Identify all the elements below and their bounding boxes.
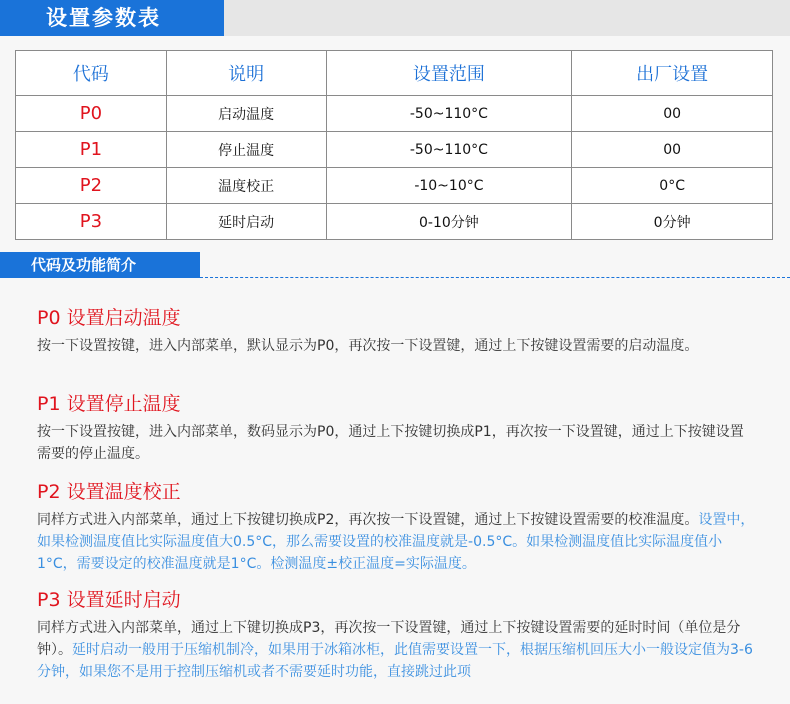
table-row — [16, 96, 773, 132]
section-title: 代码及功能简介 — [0, 252, 200, 278]
item-title: P1 设置停止温度 — [37, 393, 181, 415]
cell-code: P3 — [16, 204, 167, 240]
cell-factory: 00 — [572, 132, 773, 168]
column-header-range: 设置范围 — [326, 51, 572, 96]
table-row — [16, 132, 773, 168]
cell-code: P0 — [16, 96, 167, 132]
item-body: 同样方式进入内部菜单，通过上下按键切换成P2，再次按一下设置键，通过上下按键设置需要的校准温度。 — [37, 512, 699, 528]
item-body: 按一下设置按键，进入内部菜单，默认显示为P0，再次按一下设置键，通过上下按键设置需要的启动温度。 — [37, 338, 699, 354]
item-text — [37, 335, 757, 357]
item-p0 — [37, 305, 757, 357]
column-header-code: 代码 — [16, 51, 167, 96]
cell-range: -50~110°C — [326, 96, 572, 132]
cell-code: P1 — [16, 132, 167, 168]
cell-description: 温度校正 — [166, 168, 326, 204]
cell-code: P2 — [16, 168, 167, 204]
section-divider — [200, 277, 790, 278]
item-p3 — [37, 587, 757, 683]
cell-description: 停止温度 — [166, 132, 326, 168]
parameter-table — [15, 50, 773, 240]
item-note: 延时启动一般用于压缩机制冷，如果用于冰箱冰柜，此值需要设置一下，根据压缩机回压大小一般设定值为3-6分钟，如果您不是用于控制压缩机或者不需要延时功能，直接跳过此项 — [37, 642, 753, 680]
item-body: 同样方式进入内部菜单，通过上下键切换成P3，再次按一下设置键，通过上下按键设置需要的延时时间（单位是分钟）。 — [37, 620, 741, 658]
cell-factory: 0分钟 — [572, 204, 773, 240]
page-title: 设置参数表 — [0, 0, 224, 36]
table-row — [16, 204, 773, 240]
item-text — [37, 617, 757, 683]
cell-factory: 00 — [572, 96, 773, 132]
item-text — [37, 509, 757, 575]
item-note: 设置中，如果检测温度值比实际温度值大0.5°C，那么需要设置的校准温度就是-0.5°C。如果检测温度值比实际温度值小1°C，需要设定的校准温度就是1°C。检测温度±校正温度=实际温度。 — [37, 512, 755, 572]
cell-range: -10~10°C — [326, 168, 572, 204]
column-header-description: 说明 — [166, 51, 326, 96]
item-title: P0 设置启动温度 — [37, 307, 181, 329]
cell-range: -50~110°C — [326, 132, 572, 168]
cell-factory: 0°C — [572, 168, 773, 204]
item-p1 — [37, 391, 757, 465]
item-body: 按一下设置按键，进入内部菜单，数码显示为P0，通过上下按键切换成P1，再次按一下设置键，通过上下按键设置需要的停止温度。 — [37, 424, 744, 462]
column-header-factory: 出厂设置 — [572, 51, 773, 96]
item-p2 — [37, 479, 757, 575]
cell-description: 启动温度 — [166, 96, 326, 132]
item-title: P3 设置延时启动 — [37, 589, 181, 611]
item-text — [37, 421, 757, 465]
cell-description: 延时启动 — [166, 204, 326, 240]
cell-range: 0-10分钟 — [326, 204, 572, 240]
table-header-row — [16, 51, 773, 96]
table-row — [16, 168, 773, 204]
item-title: P2 设置温度校正 — [37, 481, 181, 503]
